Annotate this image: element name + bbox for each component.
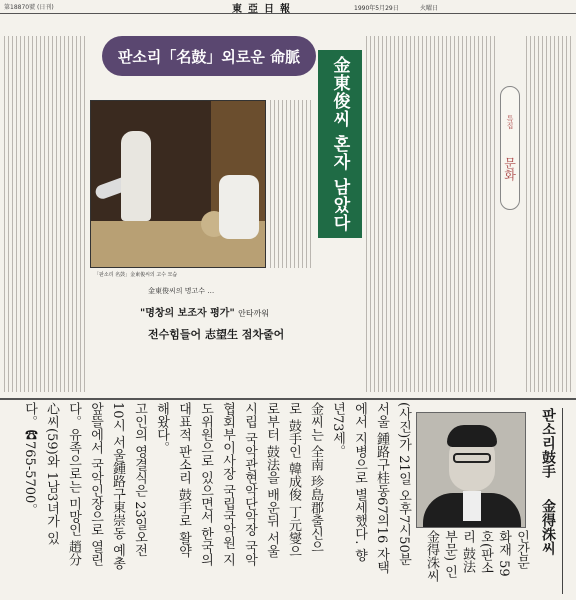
section-divider (0, 398, 576, 400)
bio-line: 화재 59 (496, 530, 511, 577)
obituary-text-column: 대표적 판소리 鼓手로 활약 (176, 402, 191, 558)
obituary-text-column: 도위원으로 있으면서 한국의 (198, 402, 213, 567)
obituary-text-column: 고인의 영결식은 23일오전 (132, 402, 147, 557)
obituary-text-column: 년73세。 (330, 402, 345, 458)
obituary-text-column: 서울 鍾路구桂동67의16 자택 (374, 402, 389, 574)
portrait-glasses (453, 453, 491, 463)
subheadline-1: 金東俊씨의 명고수 … (148, 287, 215, 295)
headline-banner (102, 36, 316, 76)
bio-line: 부문) 인 (442, 530, 457, 579)
bio-line: 金得洙씨 (424, 530, 439, 582)
feature-article (0, 14, 576, 396)
obituary-bio (422, 530, 530, 598)
portrait-shirt (463, 491, 481, 521)
subheadline-2-tail: 안타까워 (238, 309, 270, 318)
obituary-text-column: 心씨(59)와 1남3녀가 있 (44, 402, 59, 545)
subheadline-2-main: "명창의 보조자 평가" (140, 308, 235, 319)
newspaper-masthead (0, 0, 576, 14)
obituary-name: 金得洙씨 (540, 498, 556, 555)
obituary-text-column: 金씨는 全南 珍島郡출신으 (308, 402, 323, 554)
body-text-columns-middle (270, 100, 314, 268)
body-text-columns-left (4, 36, 86, 392)
body-text-columns-right (366, 36, 496, 392)
section-tag-big: 문화 (502, 157, 517, 181)
section-tag-small: 특집 (506, 115, 514, 129)
issue-date: 1990年5月29日 (354, 5, 399, 12)
obituary-text-column: 로 鼓手인 韓成俊 丁元燮으 (286, 402, 301, 558)
issue-day: 火曜日 (420, 5, 439, 12)
subheadline-2 (140, 304, 269, 319)
obituary-title-text: 판소리鼓手 (540, 408, 556, 478)
issue-number: 第18870號 (日刊) (4, 4, 54, 11)
portrait-hair (447, 425, 497, 447)
subheadline-3: 전수힘들어 志望生 점차줄어 (148, 328, 285, 341)
bio-line: 호(판소 (478, 530, 493, 575)
bio-line: 리 鼓法 (460, 530, 475, 574)
obituary-text-column: 협회부이사장 국립국악원 지 (220, 402, 235, 567)
obituary-text-column: 다。유족으로는 미망인 趙分 (66, 402, 81, 567)
photo-caption: 「판소리 名鼓」金東俊씨의 고수 모습 (94, 272, 178, 278)
vertical-headline: 金東俊씨 혼자 남았다 (318, 50, 362, 238)
newspaper-name: 東亞日報 (232, 4, 296, 15)
photo-singer-figure (121, 131, 151, 221)
section-tag (500, 86, 520, 210)
obituary-text-column: 로부터 鼓法을 배운뒤 서울 (264, 402, 279, 558)
obituary-rule (562, 408, 563, 594)
body-text-columns-far-right (526, 36, 572, 392)
headline-text: 판소리「名鼓」외로운 命脈 (117, 47, 301, 66)
obituary-text-column: 에서 지병으로 별세했다. 향 (352, 402, 367, 562)
obituary-article (0, 402, 576, 600)
obituary-text-column: (사진)가 21일 오후7시50분 (396, 402, 411, 566)
obituary-text-column: 10시 서울鍾路구東崇동 예총 (110, 402, 125, 570)
portrait-photo (416, 412, 526, 528)
bio-line: 인간문 (514, 530, 529, 569)
performance-photo (90, 100, 266, 268)
photo-drummer-figure (219, 175, 259, 239)
obituary-text-column: 해왔다。 (154, 402, 169, 454)
obituary-text-column: 다。☎765-5700。 (22, 402, 37, 517)
obituary-text-column: 앞뜰에서 국악인장으로 열린 (88, 402, 103, 567)
obituary-title (534, 408, 558, 555)
obituary-text-column: 시립 국악관현악단악장 국악 (242, 402, 257, 567)
